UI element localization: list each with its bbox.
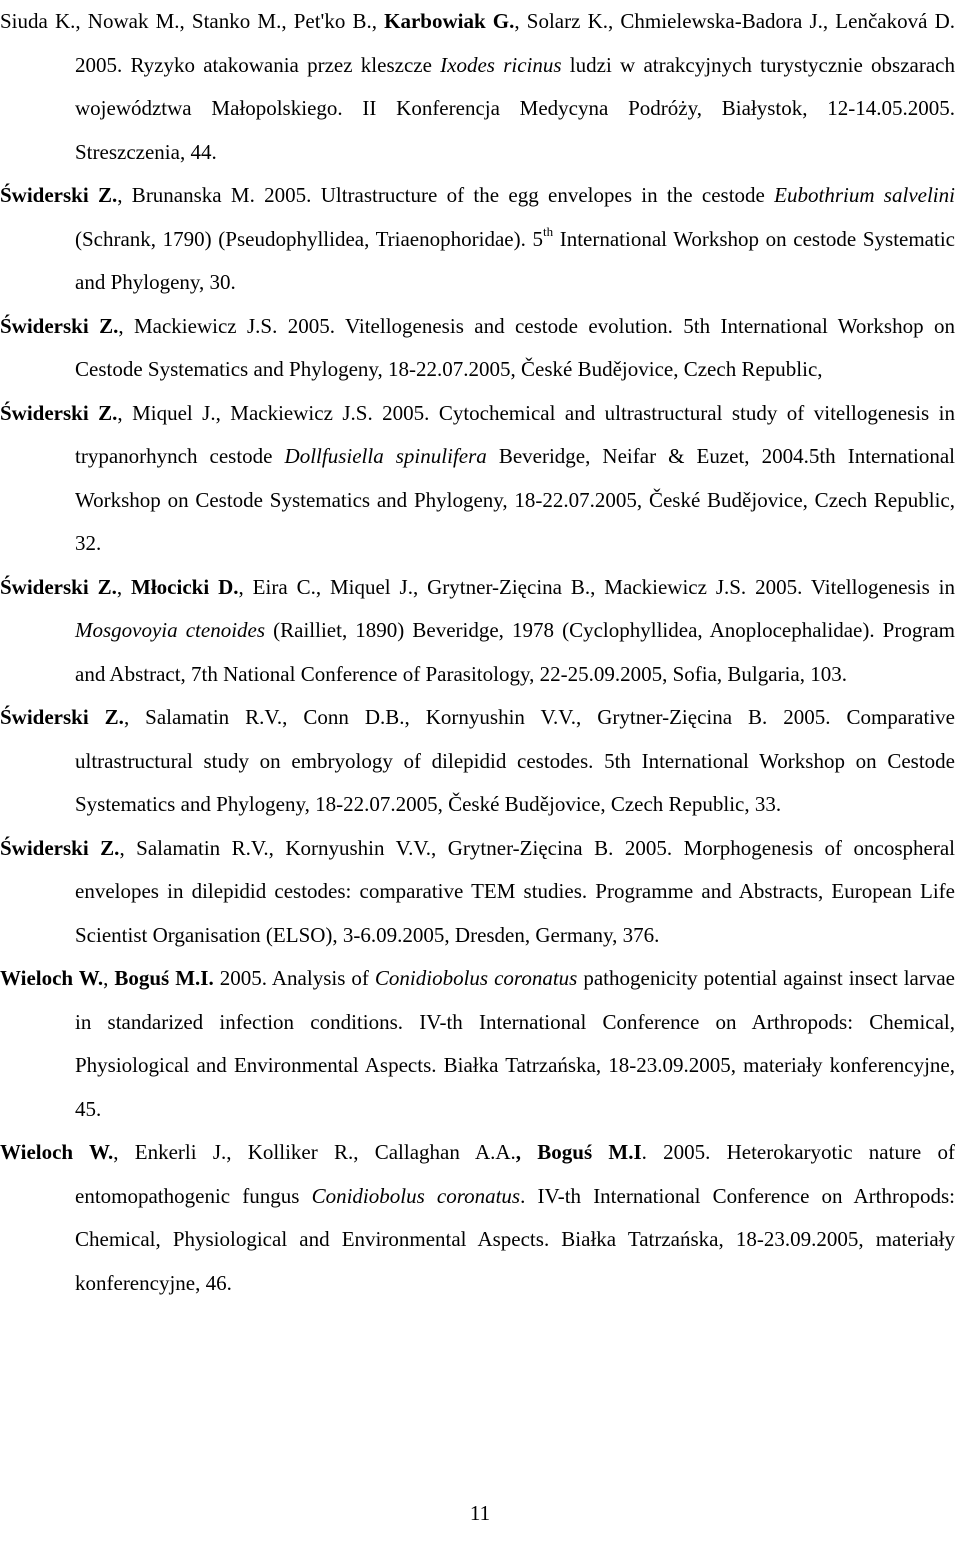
reference-author-bold: Świderski Z. xyxy=(0,183,118,207)
reference-author-bold: Świderski Z. xyxy=(0,400,118,425)
reference-italic-name: Eubothrium salvelini xyxy=(774,183,955,207)
reference-text: . IV-th International Conference on Arthropods: Chemical, Physiological and Environmental Aspects. Białka Tatrzańska, 18-23.09.2005, materiały konferencyjne, 46. xyxy=(75,1183,960,1295)
reference-author-bold: Świderski Z. xyxy=(0,574,117,599)
reference-author-bold: Karbowiak G. xyxy=(384,9,515,33)
reference-text: , Mackiewicz J.S. 2005. Vitellogenesis and cestode evolution. 5th International Workshop on Cestode Systematics and Phylogeny, 18-22.07.2005, České Budějovice, Czech Republic, xyxy=(75,313,960,381)
reference-entry-swiderski-salamatin-conn xyxy=(0,696,960,827)
reference-author-bold: Wieloch W. xyxy=(0,966,104,990)
reference-text: , Enkerli J., Kolliker R., Callaghan A.A. xyxy=(113,1140,516,1164)
reference-text: , Salamatin R.V., Kornyushin V.V., Grytner-Zięcina B. 2005. Morphogenesis of oncospheral envelopes in dilepidid cestodes: comparative TEM studies. Programme and Abstracts, European Life Scientist Organisation (ELSO), 3-6.09.2005, Dresden, Germany, 376. xyxy=(75,835,960,947)
reference-italic-name: Conidiobolus coronatus xyxy=(311,1183,521,1208)
reference-author-bold: Boguś M.I. xyxy=(114,966,214,990)
reference-entry-swiderski-miquel xyxy=(0,392,960,566)
reference-text: (Railliet, 1890) Beveridge, 1978 (Cyclophyllidea, Anoplocephalidae). Program and Abstract, 7th National Conference of Parasitology, 22-25.09.2005, Sofia, Bulgaria, 103. xyxy=(75,618,960,686)
reference-italic-name: Mosgovoyia ctenoides xyxy=(75,618,266,642)
reference-text: , xyxy=(116,574,132,599)
reference-superscript: th xyxy=(542,223,554,239)
reference-text: Siuda K., Nowak M., Stanko M., Pet'ko B., xyxy=(0,9,385,33)
reference-text: Beveridge, Neifar & Euzet, 2004.5th International Workshop on Cestode Systematics and Phylogeny, 18-22.07.2005, České Budějovice, Czech Republic, 32. xyxy=(75,444,960,555)
reference-text: , Eira C., Miquel J., Grytner-Zięcina B., Mackiewicz J.S. 2005. Vitellogenesis in xyxy=(238,574,960,599)
reference-author-bold: Świderski Z. xyxy=(0,313,119,338)
reference-author-bold: Świderski Z. xyxy=(0,835,120,860)
reference-entry-wieloch-enkerli xyxy=(0,1131,960,1305)
reference-entry-wieloch-bogus xyxy=(0,957,960,1131)
reference-author-bold: Świderski Z. xyxy=(0,705,124,729)
reference-text: , Salamatin R.V., Conn D.B., Kornyushin V.V., Grytner-Zięcina B. 2005. Comparative ultrastructural study on embryology of dilepidid cestodes. 5th International Workshop on Cestode Systematics and Phylogeny, 18-22.07.2005, České Budějovice, Czech Republic, 33. xyxy=(75,705,960,816)
reference-text: 2005. Analysis of xyxy=(213,966,375,990)
reference-entry-swiderski-mlocicki xyxy=(0,566,960,697)
reference-author-bold: , Boguś M.I xyxy=(515,1140,642,1164)
reference-entry-swiderski-salamatin-kornyushin xyxy=(0,827,960,958)
reference-text: , Miquel J., Mackiewicz J.S. 2005. Cytochemical and ultrastructural study of vitellogenesis in trypanorhynch cestode xyxy=(75,400,960,468)
reference-italic-name: Ixodes ricinus xyxy=(440,52,562,77)
reference-entry-swiderski-mackiewicz xyxy=(0,305,960,392)
reference-entry-swiderski-brunanska xyxy=(0,174,960,305)
reference-italic-name: Dollfusiella spinulifera xyxy=(284,444,487,468)
reference-text: International Workshop on cestode Systematic and Phylogeny, 30. xyxy=(75,226,960,294)
reference-text: (Schrank, 1790) (Pseudophyllidea, Triaenophoridae). 5 xyxy=(75,183,960,251)
reference-text: . 2005. Heterokaryotic nature of entomopathogenic fungus xyxy=(75,1140,960,1208)
reference-text: pathogenicity potential against insect larvae in standarized infection conditions. IV-th International Conference on Arthropods: Chemical, Physiological and Environmental Aspects. Białka Tatrzańska, 18-23.09.2005, materiały konferencyjne, 45. xyxy=(75,966,960,1121)
page-number: 11 xyxy=(469,1501,491,1525)
reference-author-bold: Młocicki D. xyxy=(131,574,239,599)
reference-text: , Brunanska M. 2005. Ultrastructure of the egg envelopes in the cestode xyxy=(117,183,775,207)
reference-author-bold: Wieloch W. xyxy=(0,1140,114,1164)
reference-entry-siuda xyxy=(0,0,960,174)
reference-text: , Solarz K., Chmielewska-Badora J., Lenčaková D. 2005. Ryzyko atakowania przez kleszcze xyxy=(75,9,960,77)
reference-italic-name: Conidiobolus coronatus xyxy=(374,966,578,990)
reference-text: , xyxy=(103,966,115,990)
reference-text: ludzi w atrakcyjnych turystycznie obszarach województwa Małopolskiego. II Konferencja Medycyna Podróży, Białystok, 12-14.05.2005. Streszczenia, 44. xyxy=(75,52,960,164)
